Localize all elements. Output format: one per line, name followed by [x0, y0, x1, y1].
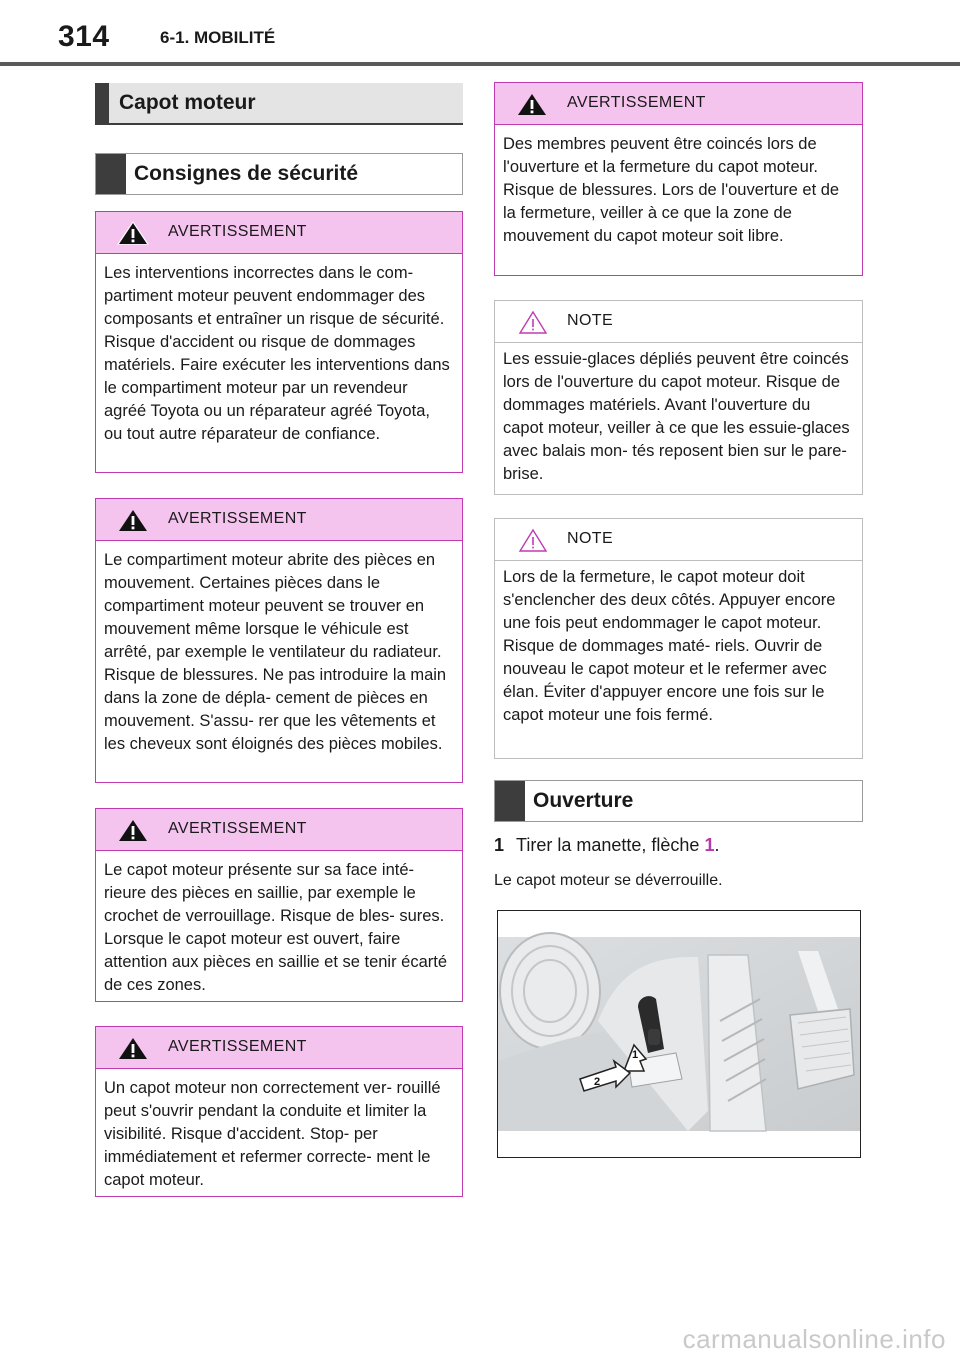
warning-triangle-icon: [116, 507, 150, 533]
warning-header: [96, 212, 462, 254]
warning-header: [96, 1027, 462, 1069]
callout-1: 1: [632, 1049, 639, 1061]
subsection-title-bar: [495, 781, 525, 821]
warning-triangle-icon: [116, 1035, 150, 1061]
warning-text: Un capot moteur non correctement ver- rouillé peut s'ouvrir pendant la conduite et limiter la visibilité. Risque d'accident. Stop- per immédiatement et refermer correcte- ment le capot moteur.: [104, 1079, 441, 1189]
warning-header: [96, 499, 462, 541]
step-end: .: [714, 835, 720, 855]
note-title: NOTE: [567, 312, 614, 329]
subsection-title-label: Ouverture: [533, 789, 634, 812]
warning-text: Le compartiment moteur abrite des pièces en mouvement. Certaines pièces dans le compartiment moteur peuvent se trouver en mouvement même lorsque le véhicule est arrêté, par exemple le ventilateur du radiateur. Risque de blessures. Ne pas introduire la main dans la zone de dépla- cement de pièces en mouvement. S'assu- rer que les vêtements et les cheveux sont éloignés des pièces mobiles.: [104, 551, 447, 753]
step-result: Le capot moteur se déverrouille.: [494, 872, 723, 889]
page-number: 314: [58, 20, 110, 53]
subsection-title-bar: [96, 154, 126, 194]
note-header: [495, 301, 862, 343]
warning-header: [495, 83, 862, 125]
note-triangle-icon: [517, 527, 549, 553]
warning-triangle-icon: [116, 220, 150, 246]
section-title-label: Capot moteur: [119, 91, 256, 114]
warning-box: [95, 808, 463, 1002]
warning-title: AVERTISSEMENT: [567, 94, 706, 111]
warning-box: [95, 211, 463, 473]
warning-title: AVERTISSEMENT: [168, 510, 307, 527]
section-title: [95, 83, 463, 125]
hood-release-figure: [497, 910, 861, 1158]
warning-title: AVERTISSEMENT: [168, 223, 307, 240]
warning-text: Le capot moteur présente sur sa face inté- rieure des pièces en saillie, par exemple le crochet de verrouillage. Risque de bles- sures. Lorsque le capot moteur est ouvert, faire attention aux pièces en saillie et se tenir écarté de ces zones.: [104, 861, 448, 994]
header-rule: [0, 62, 960, 66]
warning-box: [95, 498, 463, 783]
warning-title: AVERTISSEMENT: [168, 820, 307, 837]
note-text: Lors de la fermeture, le capot moteur doit s'enclencher des deux côtés. Appuyer encore une fois peut endommager le capot moteur. Risque de dommages maté- riels. Ouvrir de nouveau le capot moteur et le refermer avec élan. Éviter d'appuyer encore une fois sur le capot moteur une fois fermé.: [503, 568, 836, 724]
note-title: NOTE: [567, 530, 614, 547]
chapter-title: 6-1. MOBILITÉ: [160, 28, 276, 47]
warning-title: AVERTISSEMENT: [168, 1038, 307, 1055]
step-text: Tirer la manette, flèche: [516, 835, 705, 855]
step-ref: 1: [704, 835, 715, 855]
note-triangle-icon: [517, 309, 549, 335]
callout-2: 2: [594, 1076, 601, 1088]
warning-header: [96, 809, 462, 851]
warning-triangle-icon: [515, 91, 549, 117]
note-box: [494, 518, 863, 759]
note-text: Les essuie-glaces dépliés peuvent être coincés lors de l'ouverture du capot moteur. Risque de dommages matériels. Avant l'ouverture du capot moteur, veiller à ce que les essuie-glaces avec balais mon- tés reposent bien sur le pare-brise.: [503, 350, 850, 483]
watermark: carmanualsonline.info: [682, 1324, 946, 1354]
warning-box: [494, 82, 863, 276]
section-title-bar: [95, 83, 109, 123]
subsection-title-safety: [95, 153, 463, 195]
step-number: 1: [494, 835, 505, 855]
hood-release-illustration: [498, 911, 861, 1158]
note-header: [495, 519, 862, 561]
subsection-title-opening: [494, 780, 863, 822]
note-box: [494, 300, 863, 495]
warning-text: Des membres peuvent être coincés lors de l'ouverture et la fermeture du capot moteur. Risque de blessures. Lors de l'ouverture et de la fermeture, veiller à ce que la zone de mouvement du capot moteur soit libre.: [503, 135, 840, 245]
warning-box: [95, 1026, 463, 1197]
page-header: [0, 0, 960, 68]
step-1: [494, 835, 719, 856]
warning-text: Les interventions incorrectes dans le com- partiment moteur peuvent endommager des composants et entraîner un risque de sécurité. Risque d'accident ou risque de dommages matériels. Faire exécuter les interventions dans le compartiment moteur par un revendeur agréé Toyota ou un réparateur agréé Toyota, ou tout autre réparateur de confiance.: [104, 264, 450, 443]
warning-triangle-icon: [116, 817, 150, 843]
subsection-title-label: Consignes de sécurité: [134, 162, 359, 185]
